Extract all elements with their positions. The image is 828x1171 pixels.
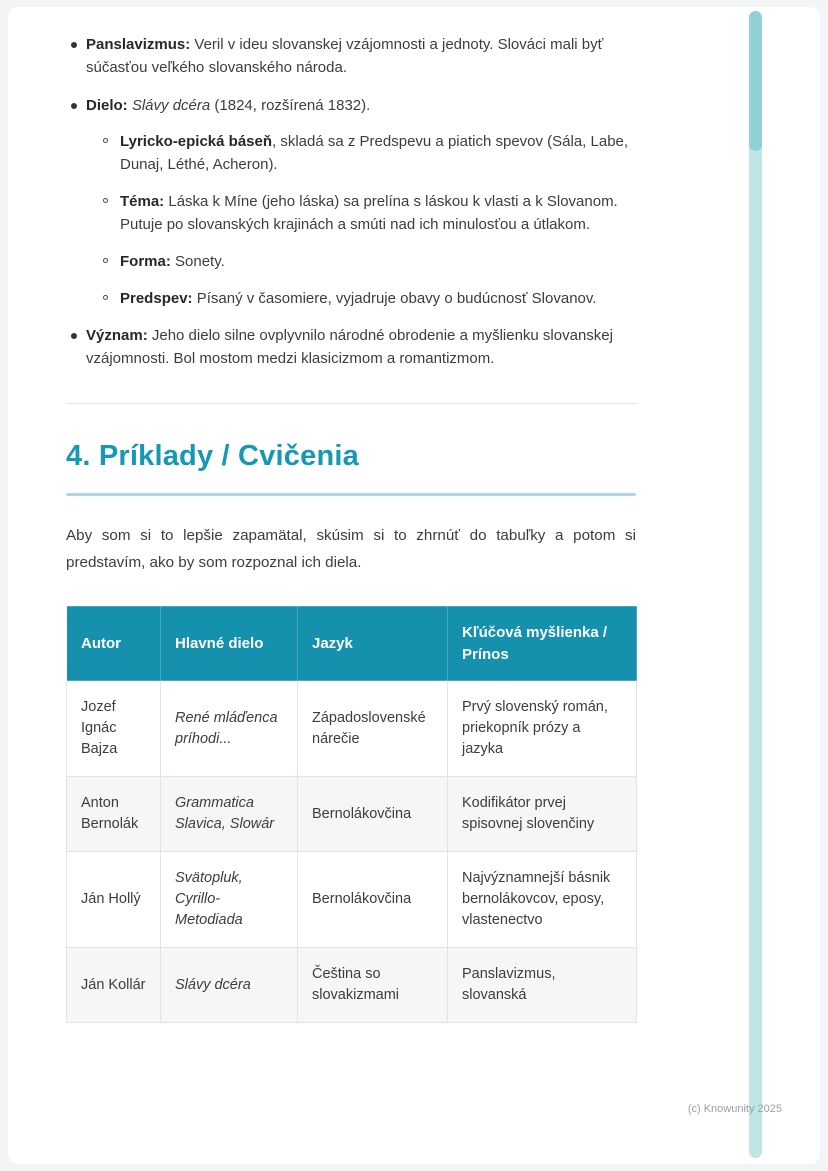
table-header-cell: Jazyk	[298, 606, 448, 681]
table-cell: Čeština so slovakizmami	[298, 948, 448, 1023]
list-item	[100, 251, 636, 274]
table-cell: Bernolákovčina	[298, 852, 448, 948]
table-header-cell: Kľúčová myšlienka / Prínos	[448, 606, 637, 681]
table-cell: Svätopluk, Cyrillo-Metodiada	[161, 852, 298, 948]
watermark: (c) Knowunity 2025	[687, 1103, 782, 1115]
intro-paragraph: Aby som si to lepšie zapamätal, skúsim si to zhrnúť do tabuľky a potom si predstavím, ako by som rozpoznal ich diela.	[66, 526, 636, 571]
list-item-text	[120, 290, 596, 307]
summary-table-head	[67, 606, 637, 681]
bold-text: Dielo:	[86, 96, 128, 114]
table-row	[67, 777, 637, 852]
plain-text: (1824, rozšírená 1832).	[210, 96, 371, 114]
list-item	[100, 288, 636, 311]
list-item-text	[120, 193, 618, 233]
plain-text: Veril v ideu slovanskej vzájomnosti a jednoty. Slováci mali byť súčasťou veľkého slovanského národa.	[86, 36, 604, 76]
table-row	[67, 948, 637, 1023]
bullet-dot-icon	[71, 103, 77, 109]
bullet-circle-icon	[103, 258, 108, 263]
section-divider	[66, 403, 636, 404]
bold-text: Lyricko-epická báseň	[120, 132, 273, 150]
table-cell: René mláďenca príhodi...	[161, 681, 298, 777]
table-cell: Kodifikátor prvej spisovnej slovenčiny	[448, 777, 637, 852]
plain-text: Jeho dielo silne ovplyvnilo národné obrodenie a myšlienku slovanskej vzájomnosti. Bol mostom medzi klasicizmom a romantizmom.	[86, 327, 613, 368]
bullet-list	[66, 34, 636, 371]
document-page	[8, 7, 820, 1164]
document-content	[66, 7, 636, 1023]
list-item	[66, 325, 636, 371]
table-cell: Prvý slovenský román, priekopník prózy a jazyka	[448, 681, 637, 777]
list-item	[66, 34, 636, 80]
bold-text: Význam:	[86, 327, 148, 345]
sub-list	[86, 131, 636, 311]
bullet-circle-icon	[103, 198, 108, 203]
bullet-circle-icon	[103, 295, 108, 300]
plain-text: Láska k Míne (jeho láska) sa prelína s láskou k vlasti a k Slovanom. Putuje po slovanských krajinách a smúti nad ich minulosťou a útlakom.	[120, 192, 618, 233]
table-header-row	[67, 606, 637, 681]
plain-text: Písaný v časomiere, vyjadruje obavy o budúcnosť Slovanov.	[192, 289, 597, 307]
list-item-text	[86, 36, 603, 76]
bold-text: Forma:	[120, 252, 171, 270]
bullet-circle-icon	[103, 138, 108, 143]
table-cell: Grammatica Slavica, Slowár	[161, 777, 298, 852]
table-row	[67, 681, 637, 777]
bold-text: Panslavizmus:	[86, 36, 191, 53]
bold-text: Predspev:	[120, 289, 193, 307]
scrollbar-thumb[interactable]	[749, 11, 762, 151]
heading-underline-decoration	[66, 493, 636, 496]
list-item-text	[86, 97, 370, 114]
table-cell: Najvýznamnejší básnik bernolákovcov, eposy, vlastenectvo	[448, 852, 637, 948]
plain-text: Sonety.	[170, 252, 225, 270]
table-cell: Ján Hollý	[67, 852, 161, 948]
bold-text: Téma:	[120, 192, 165, 210]
table-cell: Západoslovenské nárečie	[298, 681, 448, 777]
summary-table	[66, 606, 637, 1024]
list-item-text	[120, 133, 628, 173]
summary-table-body	[67, 681, 637, 1023]
table-header-cell: Hlavné dielo	[161, 606, 298, 681]
list-item	[100, 191, 636, 237]
bullet-dot-icon	[71, 42, 77, 48]
plain-text: , skladá sa z Predspevu a piatich spevov (Sála, Labe, Dunaj, Léthé, Acheron).	[120, 132, 629, 173]
list-item-text	[86, 327, 613, 367]
table-cell: Anton Bernolák	[67, 777, 161, 852]
table-cell: Jozef Ignác Bajza	[67, 681, 161, 777]
bullet-dot-icon	[71, 333, 77, 339]
list-item	[100, 131, 636, 177]
italic-text: Slávy dcéra	[131, 96, 211, 114]
list-item	[66, 95, 636, 311]
table-cell: Bernolákovčina	[298, 777, 448, 852]
table-cell: Panslavizmus, slovanská	[448, 948, 637, 1023]
table-cell: Slávy dcéra	[161, 948, 298, 1023]
table-row	[67, 852, 637, 948]
list-item-text	[120, 253, 225, 270]
table-header-cell: Autor	[67, 606, 161, 681]
table-cell: Ján Kollár	[67, 948, 161, 1023]
section-heading: 4. Príklady / Cvičenia	[66, 440, 359, 473]
scrollbar-track[interactable]	[749, 11, 762, 1158]
